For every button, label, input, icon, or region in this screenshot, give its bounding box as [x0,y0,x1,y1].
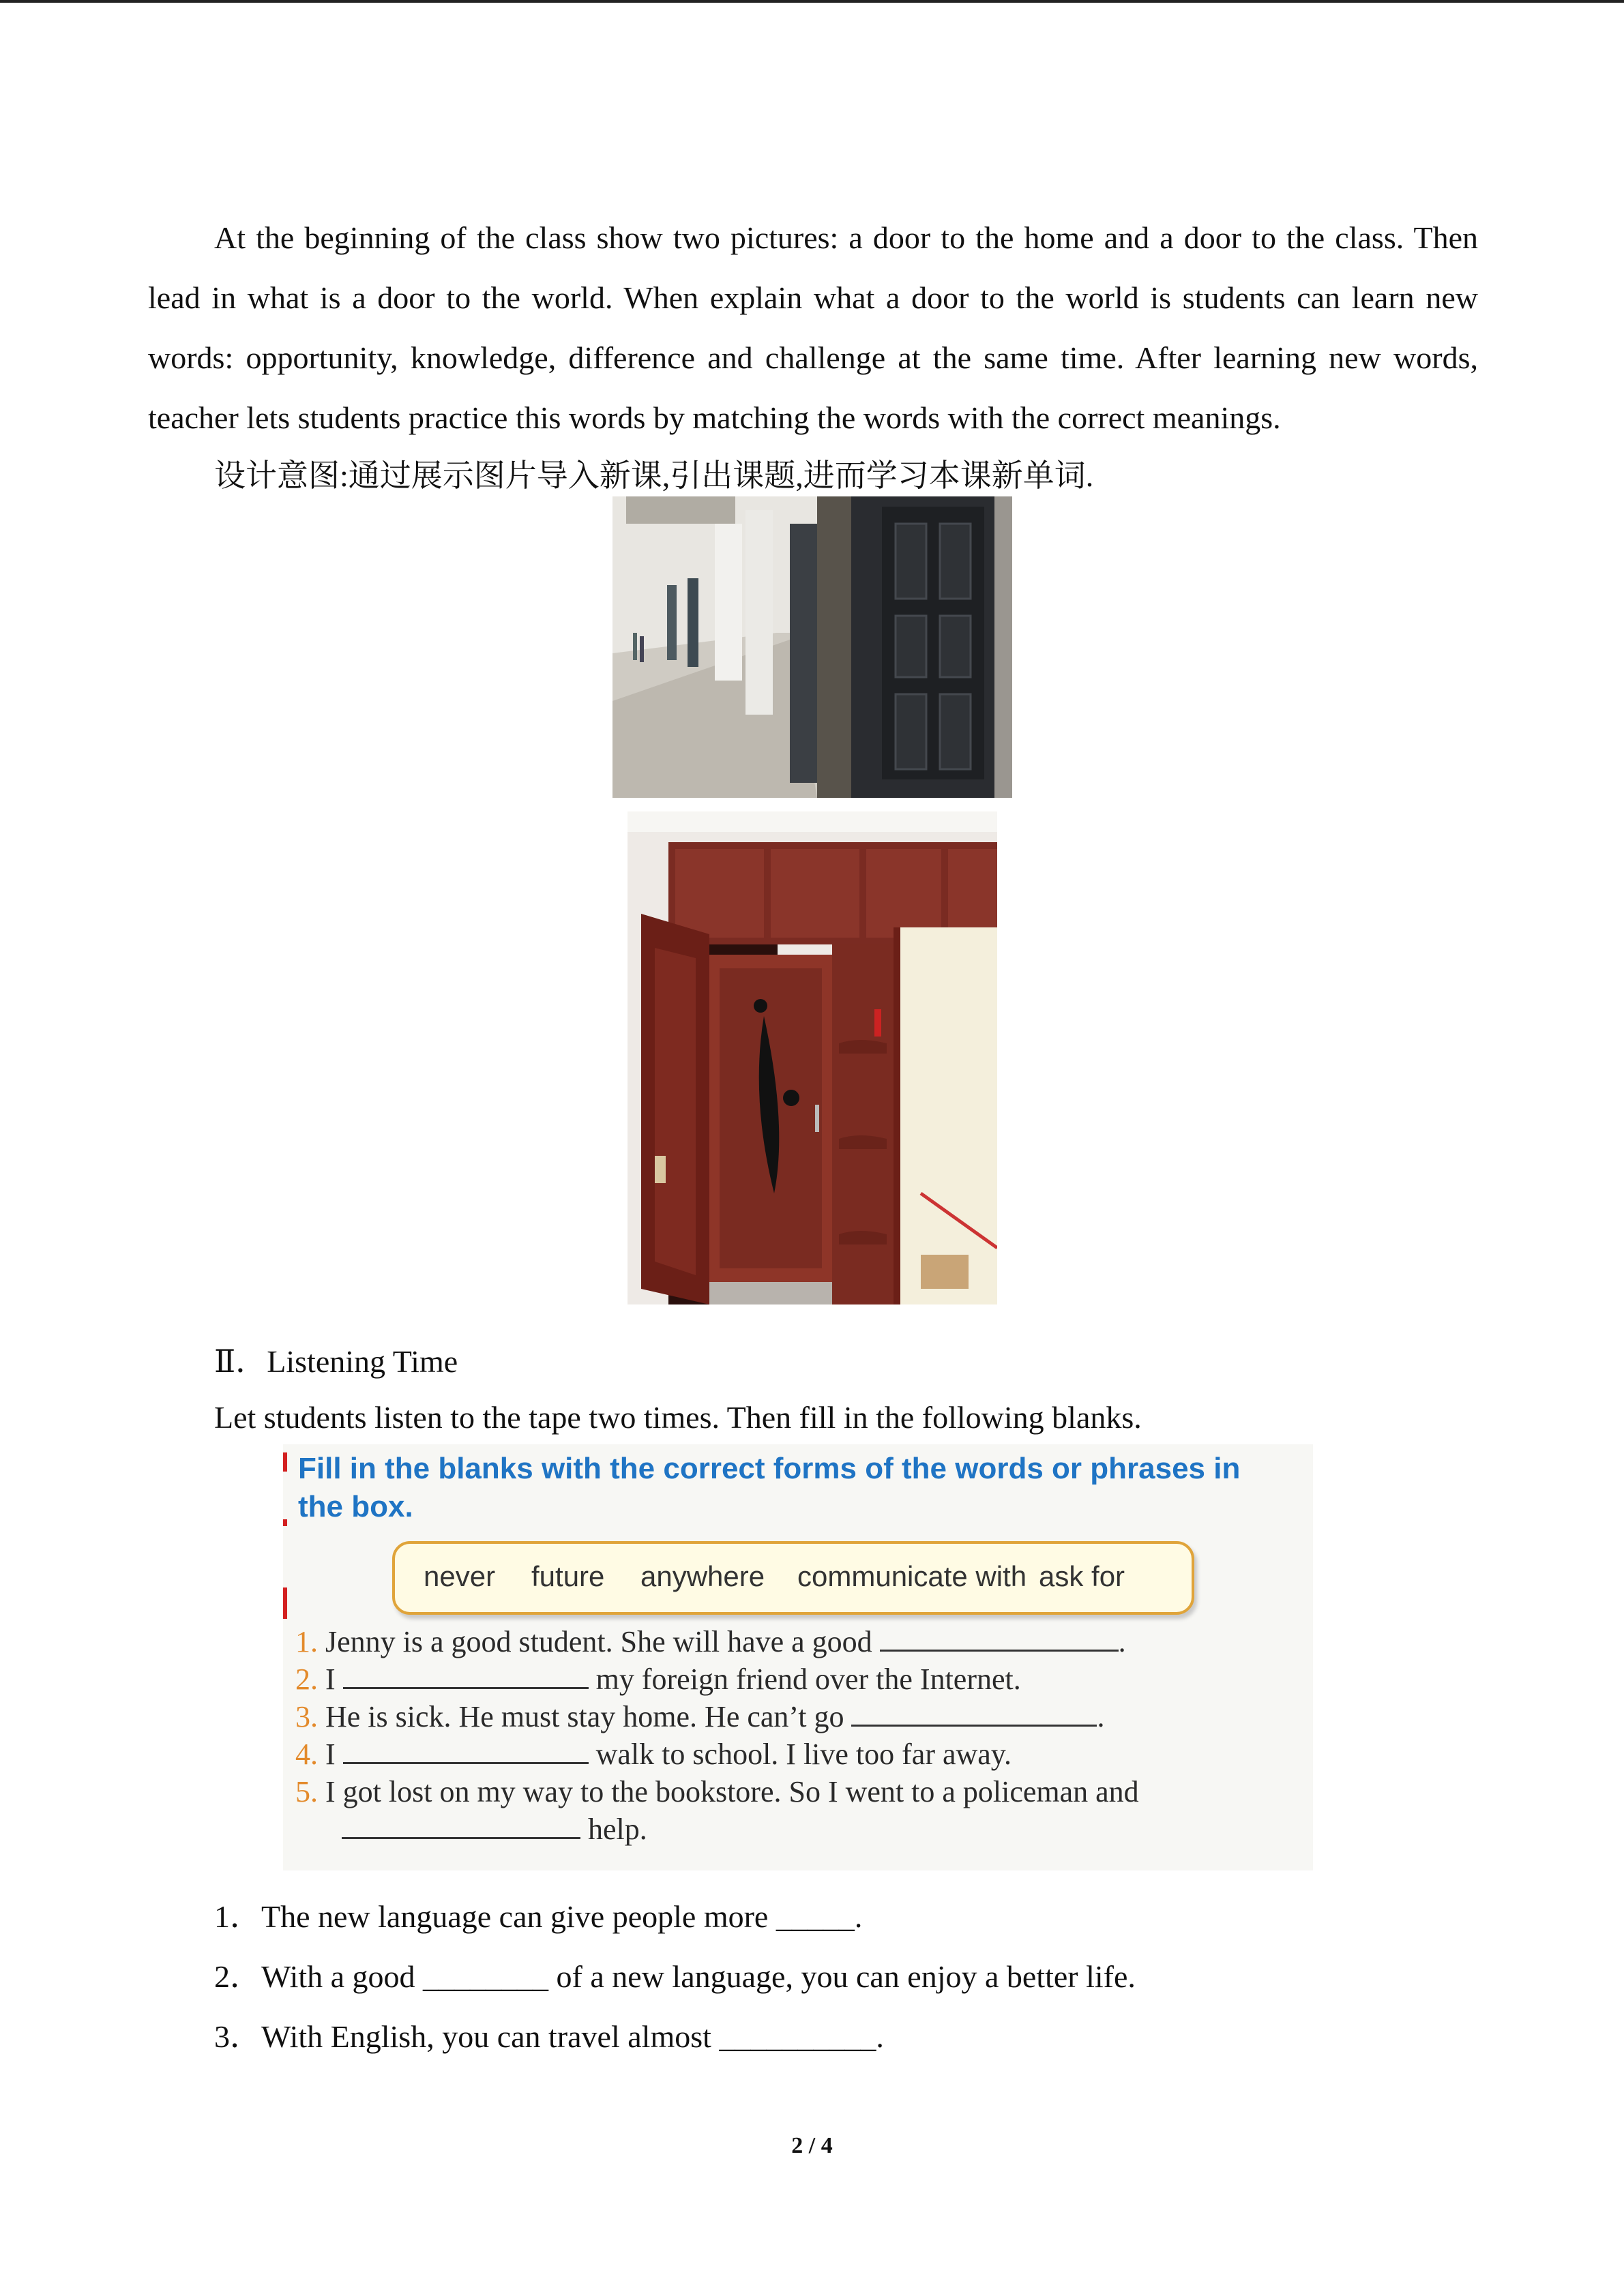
intro-paragraph: At the beginning of the class show two pictures: a door to the home and a door to the class. Then lead in what is a door to the world. When explain what a door to the world is students can learn new words: opportunity, knowledge, difference and challenge at the same time. After learning new words, teacher lets students practice this words by matching the words with the correct meanings. [148,220,1478,435]
word-bank [392,1541,1194,1615]
page-number: 2 / 4 [791,2133,833,2158]
exercise-accent-bar [283,1519,287,1526]
blank-line [343,1738,589,1764]
exercise-accent-bar [283,1452,287,1472]
exercise-item [295,1773,1305,1810]
exercise-title-line-2: the box. [298,1490,413,1523]
blank-line [851,1700,1097,1727]
blank-line [343,1663,589,1689]
item-text: . [1097,1700,1105,1733]
section-heading: Ⅱ．Listening Time [214,1344,458,1379]
word-bank-item: future [531,1560,605,1592]
word-bank-item: communicate with [797,1560,1027,1592]
exercise-box [283,1444,1313,1870]
question-1: 1．The new language can give people more _____. [214,1899,863,1934]
exercise-title-line-1: Fill in the blanks with the correct forms of the words or phrases in [298,1452,1241,1485]
item-text: He is sick. He must stay home. He can’t go [318,1700,852,1733]
exercise-item [295,1698,1305,1735]
question-2: 2．With a good ________ of a new language, you can enjoy a better life. [214,1959,1136,1994]
item-text: help. [580,1813,647,1846]
exercise-item-continuation [295,1810,1305,1848]
exercise-accent-bar [283,1587,287,1619]
item-text: walk to school. I live too far away. [588,1738,1012,1771]
exercise-title [298,1450,1308,1526]
item-text: I got lost on my way to the bookstore. So I went to a policeman and [318,1775,1139,1808]
exercise-item [295,1735,1305,1773]
exercise-item [295,1623,1305,1660]
photo-classroom-door [612,496,1012,798]
design-intent: 设计意图:通过展示图片导入新课,引出课题,进而学习本课新单词. [214,458,1094,493]
item-number: 1. [295,1625,318,1658]
question-3: 3．With English, you can travel almost __________. [214,2019,884,2054]
word-bank-item: never [424,1560,496,1592]
blank-line [342,1813,580,1839]
item-number: 4. [295,1738,318,1771]
item-text: I [318,1738,343,1771]
word-bank-item: anywhere [640,1560,765,1592]
section-instruction: Let students listen to the tape two times. Then fill in the following blanks. [214,1400,1142,1435]
exercise-item [295,1660,1305,1698]
page-top-border [0,0,1624,3]
word-bank-item: ask for [1039,1560,1125,1592]
exercise-items [295,1623,1305,1848]
item-text: my foreign friend over the Internet. [588,1663,1021,1696]
photo-home-door [628,811,997,1304]
item-text: . [1118,1625,1126,1658]
item-text: Jenny is a good student. She will have a good [318,1625,880,1658]
item-text: I [318,1663,343,1696]
item-number: 2. [295,1663,318,1696]
item-number: 5. [295,1775,318,1808]
blank-line [880,1625,1119,1652]
item-number: 3. [295,1700,318,1733]
